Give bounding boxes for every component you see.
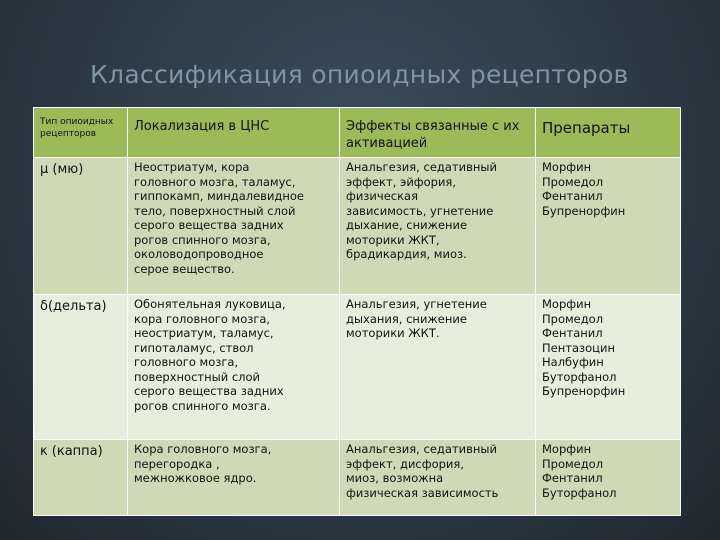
drugs-line: Морфин — [542, 297, 592, 311]
effects-line: физическая зависимость — [346, 485, 499, 500]
localization-cell — [128, 295, 340, 440]
localization-cell — [128, 158, 340, 295]
drugs-line: Фентанил — [542, 471, 603, 485]
localization-cell — [128, 440, 340, 516]
drugs-line: Бупренорфин — [542, 384, 626, 398]
effects-line: миоз, возможна — [346, 471, 444, 485]
drugs-line: Бупренорфин — [542, 203, 626, 218]
drugs-line: Промедол — [542, 456, 604, 471]
drugs-cell — [536, 158, 681, 295]
receptor-type-cell: κ (каппа) — [34, 440, 128, 516]
localization-line: гипоталамус, ствол — [134, 340, 254, 355]
header-effects: Эффекты связанные с их активацией — [340, 108, 536, 158]
localization-line: серого вещества задних — [134, 218, 284, 232]
effects-line: физическая — [346, 189, 418, 203]
effects-line: дыхания, снижение — [346, 311, 467, 326]
drugs-line: Буторфанол — [542, 369, 617, 384]
effects-line: Анальгезия, угнетение — [346, 297, 487, 311]
localization-line: тело, поверхностный слой — [134, 203, 296, 218]
effects-line: моторики ЖКТ, — [346, 232, 440, 247]
effects-line: эффект, эйфория, — [346, 174, 457, 189]
effects-cell — [340, 440, 536, 516]
effects-line: Анальгезия, седативный — [346, 160, 497, 174]
receptor-type-cell: δ(дельта) — [34, 295, 128, 440]
localization-line: межножковое ядро. — [134, 471, 257, 485]
drugs-cell — [536, 440, 681, 516]
localization-line: рогов спинного мозга. — [134, 398, 271, 413]
localization-line: гиппокамп, миндалевидное — [134, 189, 305, 203]
localization-line: Неостриатум, кора — [134, 160, 250, 174]
localization-line: Кора головного мозга, — [134, 442, 272, 456]
effects-cell — [340, 295, 536, 440]
table-row — [34, 158, 681, 295]
effects-line: дыхание, снижение — [346, 218, 468, 232]
localization-line: рогов спинного мозга, — [134, 232, 271, 247]
localization-line: околоводопроводное — [134, 247, 264, 261]
localization-line: перегородка , — [134, 456, 220, 471]
drugs-line: Фентанил — [542, 189, 603, 203]
localization-line: головного мозга, — [134, 355, 239, 369]
drugs-line: Буторфанол — [542, 485, 617, 500]
header-localization: Локализация в ЦНС — [128, 108, 340, 158]
localization-line: серого вещества задних — [134, 384, 284, 398]
drugs-line: Фентанил — [542, 326, 603, 340]
receptor-type-cell: μ (мю) — [34, 158, 128, 295]
drugs-line: Морфин — [542, 160, 592, 174]
effects-line: моторики ЖКТ. — [346, 326, 440, 340]
table-row — [34, 440, 681, 516]
localization-line: кора головного мозга, — [134, 311, 271, 326]
effects-line: эффект, дисфория, — [346, 456, 464, 471]
drugs-line: Промедол — [542, 311, 604, 326]
table-header-row — [34, 108, 681, 158]
localization-line: Обонятельная луковица, — [134, 297, 286, 311]
localization-line: серое вещество. — [134, 261, 235, 276]
drugs-cell — [536, 295, 681, 440]
effects-line: зависимость, угнетение — [346, 203, 494, 218]
effects-cell — [340, 158, 536, 295]
table-row — [34, 295, 681, 440]
drugs-line: Морфин — [542, 442, 592, 456]
drugs-line: Пентазоцин — [542, 340, 615, 355]
drugs-line: Промедол — [542, 174, 604, 189]
page-title: Классификация опиоидных рецепторов — [90, 60, 629, 89]
header-receptor-type: Тип опиоидных рецепторов — [34, 108, 128, 158]
localization-line: поверхностный слой — [134, 369, 261, 384]
effects-line: Анальгезия, седативный — [346, 442, 497, 456]
receptor-table-container — [33, 107, 680, 516]
receptor-table — [33, 107, 681, 516]
localization-line: головного мозга, таламус, — [134, 174, 296, 189]
localization-line: неостриатум, таламус, — [134, 326, 274, 340]
header-drugs: Препараты — [536, 108, 681, 158]
drugs-line: Налбуфин — [542, 355, 604, 369]
effects-line: брадикардия, миоз. — [346, 247, 467, 261]
